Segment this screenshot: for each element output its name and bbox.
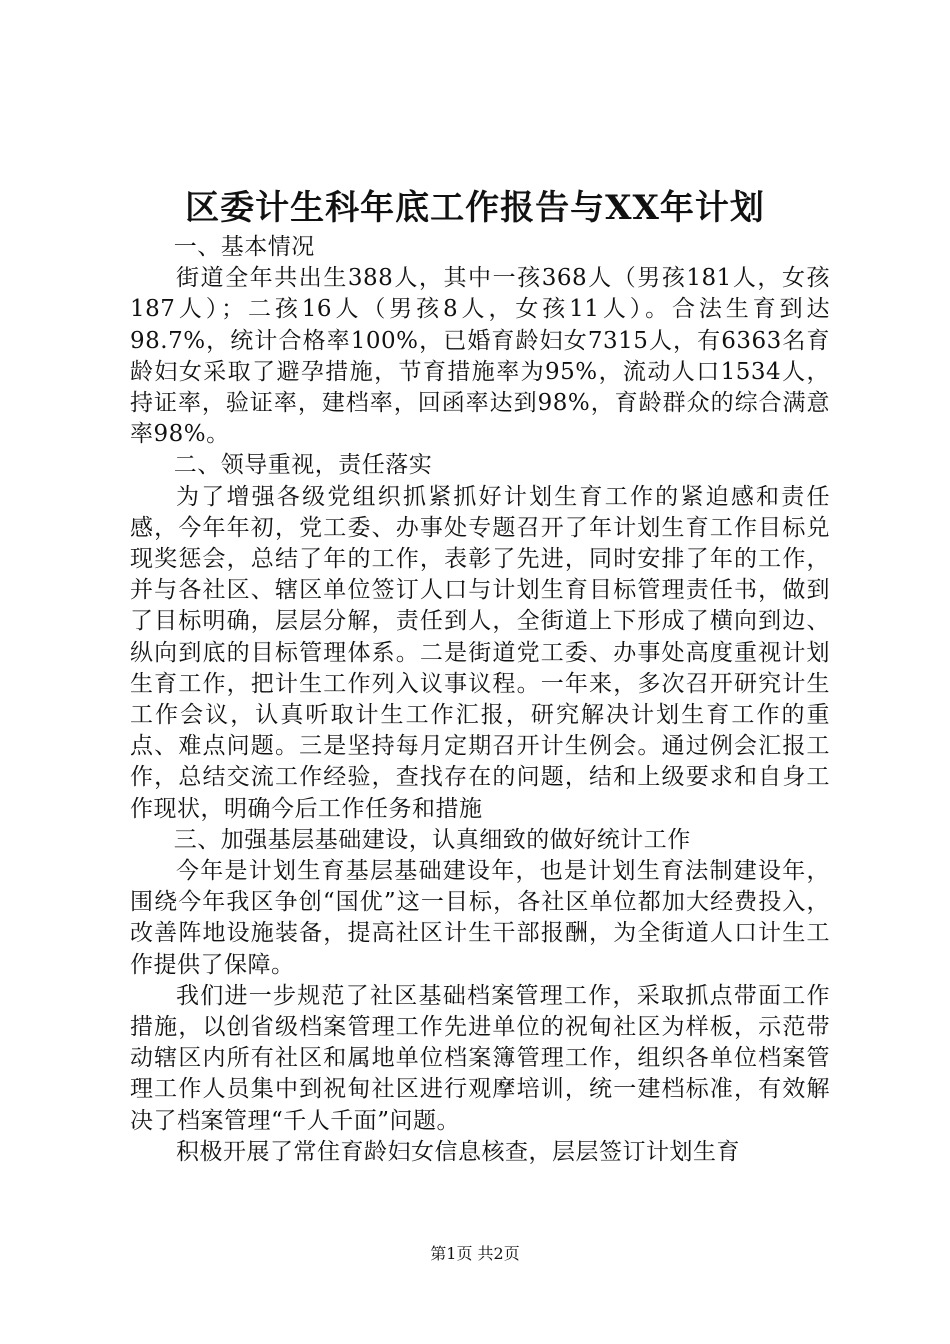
paragraph-archive-management: 我们进一步规范了社区基础档案管理工作，采取抓点带面工作措施，以创省级档案管理工作先进单位的祝甸社区为样板，示范带动辖区内所有社区和属地单位档案簿管理工作，组织各单位档案管理工作人员集中到祝甸社区进行观摩培训，统一建档标准，有效解决了档案管理“千人千面”问题。 xyxy=(130,982,830,1134)
section-heading-leadership: 二、领导重视，责任落实 xyxy=(173,452,433,479)
paragraph-grassroots-year: 今年是计划生育基层基础建设年，也是计划生育法制建设年，围绕今年我区争创“国优”这一目标，各社区单位都加大经费投入，改善阵地设施装备，提高社区计生干部报酬，为全街道人口计生工作提供了保障。 xyxy=(130,858,830,978)
paragraph-info-verification: 积极开展了常住育龄妇女信息核查，层层签订计划生育 xyxy=(176,1138,740,1165)
section-heading-basic-situation: 一、基本情况 xyxy=(173,234,315,260)
section-heading-grassroots: 三、加强基层基础建设，认真细致的做好统计工作 xyxy=(173,826,691,853)
paragraph-leadership: 为了增强各级党组织抓紧抓好计划生育工作的紧迫感和责任感，今年年初，党工委、办事处专题召开了年计划生育工作目标兑现奖惩会，总结了年的工作，表彰了先进，同时安排了年的工作，并与各社区、辖区单位签订人口与计划生育目标管理责任书，做到了目标明确，层层分解，责任到人，全街道上下形成了横向到边、纵向到底的目标管理体系。二是街道党工委、办事处高度重视计划生育工作，把计生工作列入议事议程。一年来，多次召开研究计生工作会议，认真听取计生工作汇报，研究解决计划生育工作的重点、难点问题。三是坚持每月定期召开计生例会。通过例会汇报工作，总结交流工作经验，查找存在的问题，结和上级要求和自身工作现状，明确今后工作任务和措施 xyxy=(130,483,830,822)
document-body xyxy=(130,232,830,1168)
page-footer: 第1页 共2页 xyxy=(430,1244,520,1263)
paragraph-basic-situation: 街道全年共出生388人，其中一孩368人（男孩181人，女孩187人）；二孩16人（男孩8人，女孩11人）。合法生育到达98.7%，统计合格率100%，已婚育龄妇女7315人，有6363名育龄妇女采取了避孕措施，节育措施率为95%，流动人口1534人，持证率，验证率，建档率，回函率达到98%，育龄群众的综合满意率98%。 xyxy=(130,265,830,448)
document-title: 区委计生科年底工作报告与XX年计划 xyxy=(185,188,765,228)
